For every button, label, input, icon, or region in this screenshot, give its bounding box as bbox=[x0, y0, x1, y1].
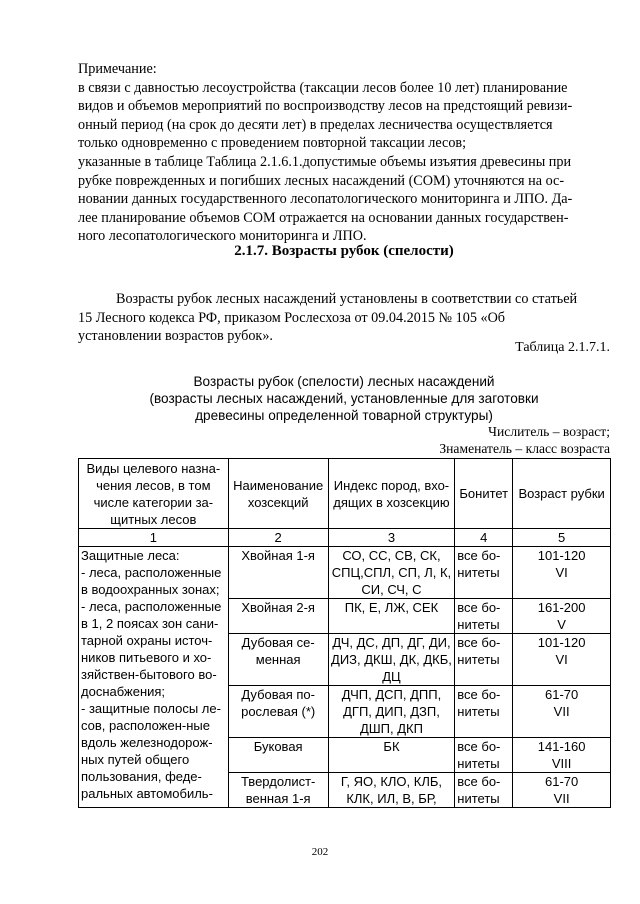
table-row bbox=[79, 547, 611, 599]
column-number-row bbox=[79, 529, 611, 547]
header-age: Возраст рубки bbox=[513, 459, 611, 529]
header-species: Индекс пород, вхо-дящих в хозсекцию bbox=[328, 459, 455, 529]
table-number: Таблица 2.1.7.1. bbox=[515, 340, 610, 355]
cutting-age-table bbox=[78, 458, 611, 808]
section-cell: Хвойная 2-я bbox=[228, 599, 328, 634]
bonitet-cell: все бо-нитеты bbox=[455, 773, 513, 808]
age-value: 101-120 bbox=[537, 635, 586, 650]
species-cell: ПК, Е, ЛЖ, СЕК bbox=[328, 599, 455, 634]
intro-paragraph bbox=[78, 290, 610, 346]
section-cell: Твердолист-венная 1-я bbox=[228, 773, 328, 808]
bonitet-cell: все бо-нитеты bbox=[455, 599, 513, 634]
col-number: 5 bbox=[513, 529, 611, 547]
age-value: 141-160 bbox=[537, 739, 586, 754]
intro-line: установлении возрастов рубок». bbox=[78, 328, 273, 345]
legend-denominator: Знаменатель – класс возраста bbox=[439, 441, 610, 456]
age-cell bbox=[513, 773, 611, 808]
note-line: в связи с давностью лесоустройства (таксации лесов более 10 лет) планирование bbox=[78, 79, 568, 96]
age-cell bbox=[513, 599, 611, 634]
col-number: 1 bbox=[79, 529, 229, 547]
intro-line: Возрасты рубок лесных насаждений установлены в соответствии со статьей bbox=[116, 291, 578, 307]
note-line: указанные в таблице Таблица 2.1.6.1.допустимые объемы изъятия древесины при bbox=[78, 153, 572, 170]
caption-line: древесины определенной товарной структуры) bbox=[195, 408, 493, 423]
header-bonitet: Бонитет bbox=[455, 459, 513, 529]
species-cell: ДЧП, ДСП, ДПП, ДГП, ДИП, ДЗП, ДШП, ДКП bbox=[328, 686, 455, 738]
section-title: 2.1.7. Возрасты рубок (спелости) bbox=[234, 243, 454, 259]
age-class: VI bbox=[555, 565, 568, 580]
caption-line: (возрасты лесных насаждений, установленные для заготовки bbox=[149, 391, 539, 406]
intro-line: 15 Лесного кодекса РФ, приказом Рослесхоза от 09.04.2015 № 105 «Об bbox=[78, 309, 506, 326]
section-cell: Буковая bbox=[228, 738, 328, 773]
section-cell: Дубовая се-менная bbox=[228, 634, 328, 686]
note-line: новании данных государственного лесопатологического мониторинга и ЛПО. Да- bbox=[78, 191, 573, 208]
age-class: V bbox=[557, 617, 566, 632]
age-class: VI bbox=[555, 652, 568, 667]
note-line: Примечание: bbox=[78, 61, 157, 77]
species-cell: СО, СС, СВ, СК, СПЦ,СПЛ, СП, Л, К, СИ, СЧ, С bbox=[328, 547, 455, 599]
col-number: 4 bbox=[455, 529, 513, 547]
species-cell: БК bbox=[328, 738, 455, 773]
header-section: Наименование хозсекций bbox=[228, 459, 328, 529]
caption-line: Возрасты рубок (спелости) лесных насаждений bbox=[193, 374, 495, 389]
age-class: VIII bbox=[551, 756, 572, 771]
note-line: ного лесопатологического мониторинга и ЛПО. bbox=[78, 228, 367, 245]
species-cell: ДЧ, ДС, ДП, ДГ, ДИ, ДИЗ, ДКШ, ДК, ДКБ, ДЦ bbox=[328, 634, 455, 686]
age-value: 61-70 bbox=[545, 774, 579, 789]
age-value: 161-200 bbox=[537, 600, 586, 615]
header-purpose: Виды целевого назна-чения лесов, в том числе категории за-щитных лесов bbox=[79, 459, 229, 529]
table-header-row bbox=[79, 459, 611, 529]
bonitet-cell: все бо-нитеты bbox=[455, 686, 513, 738]
note-line: онный период (на срок до десяти лет) в пределах лесничества осуществляется bbox=[78, 116, 553, 133]
bonitet-cell: все бо-нитеты bbox=[455, 547, 513, 599]
age-value: 61-70 bbox=[545, 687, 579, 702]
note-line: видов и объемов мероприятий по воспроизводству лесов на предстоящий ревизи- bbox=[78, 98, 573, 115]
species-cell: Г, ЯО, КЛО, КЛБ, КЛК, ИЛ, В, БР, bbox=[328, 773, 455, 808]
forest-purpose-cell: Защитные леса: - леса, расположенные в водоохранных зонах; - леса, расположенные в 1, 2 поясах зон сани-тарной охраны источ-ников питьевого и хо-зяйствен-бытового во-доснабжения; - защитные полосы ле-сов, расположен-ные вдоль железнодорож-ных путей общего пользования, феде-ральных автомобиль- bbox=[79, 547, 229, 808]
section-cell: Дубовая по-рослевая (*) bbox=[228, 686, 328, 738]
note-line: лее планирование объемов СОМ отражается на основании данных государствен- bbox=[78, 209, 569, 226]
table-caption bbox=[78, 373, 610, 424]
age-cell bbox=[513, 547, 611, 599]
age-value: 101-120 bbox=[537, 548, 586, 563]
age-class: VII bbox=[553, 791, 570, 806]
col-number: 3 bbox=[328, 529, 455, 547]
age-cell bbox=[513, 686, 611, 738]
legend-numerator: Числитель – возраст; bbox=[488, 424, 610, 439]
col-number: 2 bbox=[228, 529, 328, 547]
bonitet-cell: все бо-нитеты bbox=[455, 634, 513, 686]
section-cell: Хвойная 1-я bbox=[228, 547, 328, 599]
age-cell bbox=[513, 634, 611, 686]
age-class: VII bbox=[553, 704, 570, 719]
bonitet-cell: все бо-нитеты bbox=[455, 738, 513, 773]
note-line: рубке поврежденных и погибших лесных насаждений (СОМ) уточняются на ос- bbox=[78, 172, 565, 189]
page-number: 202 bbox=[311, 846, 329, 858]
note-line: только одновременно с проведением повторной таксации лесов; bbox=[78, 135, 467, 152]
age-cell bbox=[513, 738, 611, 773]
note-paragraph bbox=[78, 60, 610, 246]
